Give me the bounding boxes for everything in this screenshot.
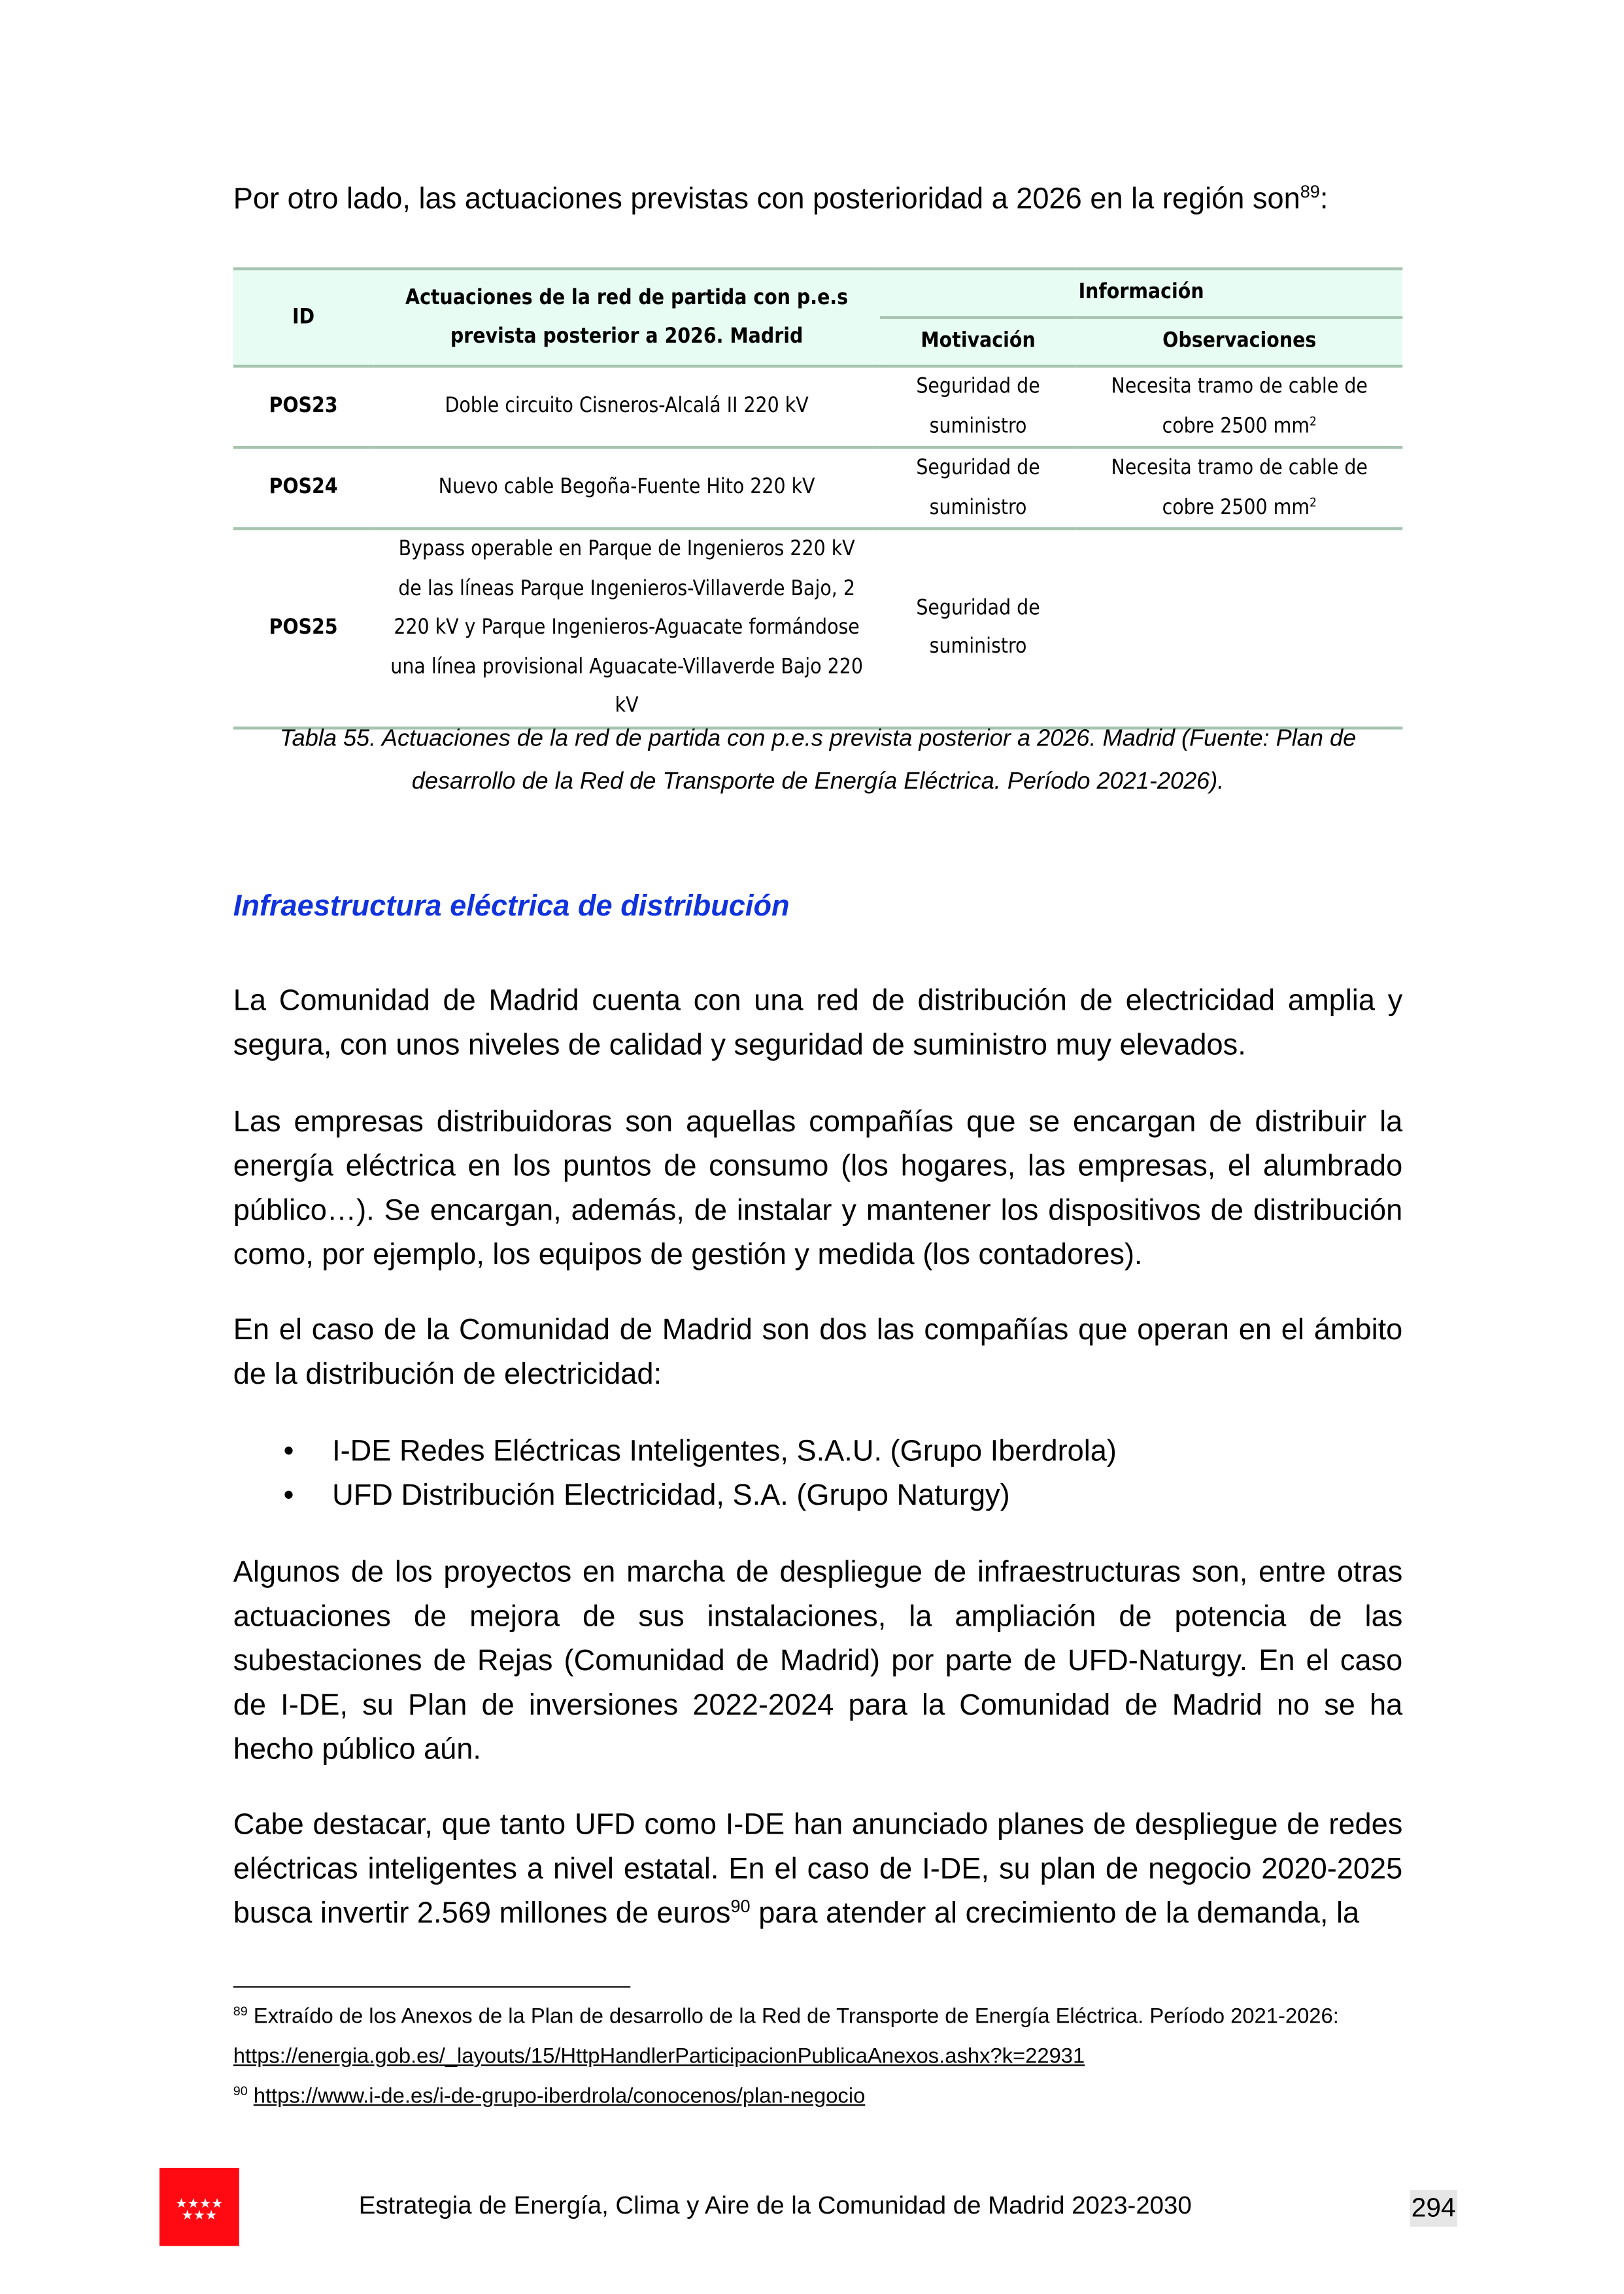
paragraph: La Comunidad de Madrid cuenta con una red de distribución de electricidad amplia y segura, con unos niveles de calidad y seguridad de suministro muy elevados. — [233, 985, 1403, 1062]
comunidad-de-madrid-logo — [160, 2168, 239, 2246]
row-observaciones — [1076, 528, 1402, 727]
header-motivacion: Motivación — [880, 318, 1076, 367]
footnote-divider — [233, 1986, 630, 1987]
header-informacion: Información — [880, 269, 1402, 318]
actuaciones-table — [233, 267, 1402, 729]
bullet-icon: • — [283, 1435, 294, 1468]
footnote-number: 89 — [233, 2003, 248, 2019]
table-caption: Tabla 55. Actuaciones de la red de partida con p.e.s prevista posterior a 2026. Madrid (Fuente: Plan de desarrollo de la Red de Transporte de Energía Eléctrica. Período 2021-2026). — [279, 727, 1357, 795]
footer-title: Estrategia de Energía, Clima y Aire de la Comunidad de Madrid 2023-2030 — [358, 2191, 1192, 2220]
table-row — [233, 528, 1402, 727]
paragraph: Algunos de los proyectos en marcha de despliegue de infraestructuras son, entre otras actuaciones de mejora de sus instalaciones, la ampliación de potencia de las subestaciones de Rejas (Comunidad de Madrid) por parte de UFD-Naturgy. En el caso de I-DE, su Plan de inversiones 2022-2024 para la Comunidad de Madrid no se ha hecho público aún. — [233, 1556, 1403, 1766]
stars-icon — [160, 2168, 239, 2246]
list-item — [233, 1474, 1117, 1518]
footnote-ref-90[interactable]: 90 — [730, 1896, 751, 1917]
section-heading: Infraestructura eléctrica de distribución — [233, 890, 790, 923]
paragraph: Las empresas distribuidoras son aquellas compañías que se encargan de distribuir la energía eléctrica en los puntos de consumo (los hogares, las empresas, el alumbrado público…). Se encargan, además, de instalar y mantener los dispositivos de distribución como, por ejemplo, los equipos de gestión y medida (los contadores). — [233, 1106, 1403, 1272]
header-actuaciones: Actuaciones de la red de partida con p.e.s prevista posterior a 2026. Madrid — [373, 269, 880, 366]
list-item-text: UFD Distribución Electricidad, S.A. (Grupo Naturgy) — [332, 1479, 1010, 1513]
footnote-90 — [233, 2078, 866, 2117]
row-actuacion: Nuevo cable Begoña-Fuente Hito 220 kV — [438, 475, 815, 500]
footnote-link[interactable]: https://www.i-de.es/i-de-grupo-iberdrola/conocenos/plan-negocio — [253, 2085, 866, 2109]
row-motivacion: Seguridad de suministro — [916, 375, 1040, 438]
svg-text:★★★: ★★★ — [181, 2207, 218, 2223]
row-actuacion: Doble circuito Cisneros-Alcalá II 220 kV — [445, 394, 809, 419]
intro-text: Por otro lado, las actuaciones previstas con posterioridad a 2026 en la región son — [233, 183, 1300, 216]
row-motivacion: Seguridad de suministro — [916, 596, 1040, 659]
header-id: ID — [233, 269, 374, 366]
header-observaciones: Observaciones — [1076, 318, 1402, 367]
paragraph — [233, 1803, 1402, 1936]
row-id: POS25 — [269, 615, 338, 640]
row-observaciones — [1076, 366, 1402, 447]
row-observaciones — [1076, 447, 1402, 528]
list-item — [233, 1429, 1117, 1474]
obs-text: Necesita tramo de cable de cobre 2500 mm — [1111, 375, 1368, 438]
table-row — [233, 447, 1402, 528]
obs-sup: 2 — [1310, 413, 1317, 428]
footnote-ref-89[interactable]: 89 — [1300, 181, 1320, 202]
obs-text: Necesita tramo de cable de cobre 2500 mm — [1111, 456, 1368, 519]
footnote-89 — [233, 1998, 1339, 2078]
intro-paragraph — [233, 177, 1402, 222]
page-number: 294 — [1410, 2190, 1457, 2227]
footnote-link[interactable]: https://energia.gob.es/_layouts/15/HttpHandlerParticipacionPublicaAnexos.ashx?k=22931 — [233, 2045, 1085, 2069]
obs-sup: 2 — [1310, 494, 1317, 509]
distributor-list — [233, 1429, 1117, 1518]
row-actuacion: Bypass operable en Parque de Ingenieros 220 kV de las líneas Parque Ingenieros-Villaverde Bajo, 2 220 kV y Parque Ingenieros-Aguacate formándose una línea provisional Aguacate-Villaverde Bajo 220 kV — [390, 537, 863, 718]
list-item-text: I-DE Redes Eléctricas Inteligentes, S.A.U. (Grupo Iberdrola) — [332, 1435, 1117, 1468]
paragraph-text: Cabe destacar, que tanto UFD como I-DE han anunciado planes de despliegue de redes eléctricas inteligentes a nivel estatal. En el caso de I-DE, su plan de negocio 2020-2025 busca invertir 2.569 millones de euros — [233, 1809, 1403, 1930]
footnote-text: Extraído de los Anexos de la Plan de desarrollo de la Red de Transporte de Energía Eléctrica. Período 2021-2026: — [253, 2005, 1339, 2029]
row-motivacion: Seguridad de suministro — [916, 456, 1040, 519]
row-id: POS24 — [269, 475, 338, 500]
row-id: POS23 — [269, 394, 338, 419]
svg-text:★★★★: ★★★★ — [175, 2195, 224, 2212]
table-row — [233, 366, 1402, 447]
bullet-icon: • — [283, 1479, 294, 1513]
footnote-number: 90 — [233, 2083, 248, 2098]
paragraph: En el caso de la Comunidad de Madrid son dos las compañías que operan en el ámbito de la distribución de electricidad: — [233, 1314, 1403, 1392]
intro-end: : — [1319, 183, 1328, 216]
paragraph-text: para atender al crecimiento de la demanda, la — [750, 1897, 1360, 1930]
